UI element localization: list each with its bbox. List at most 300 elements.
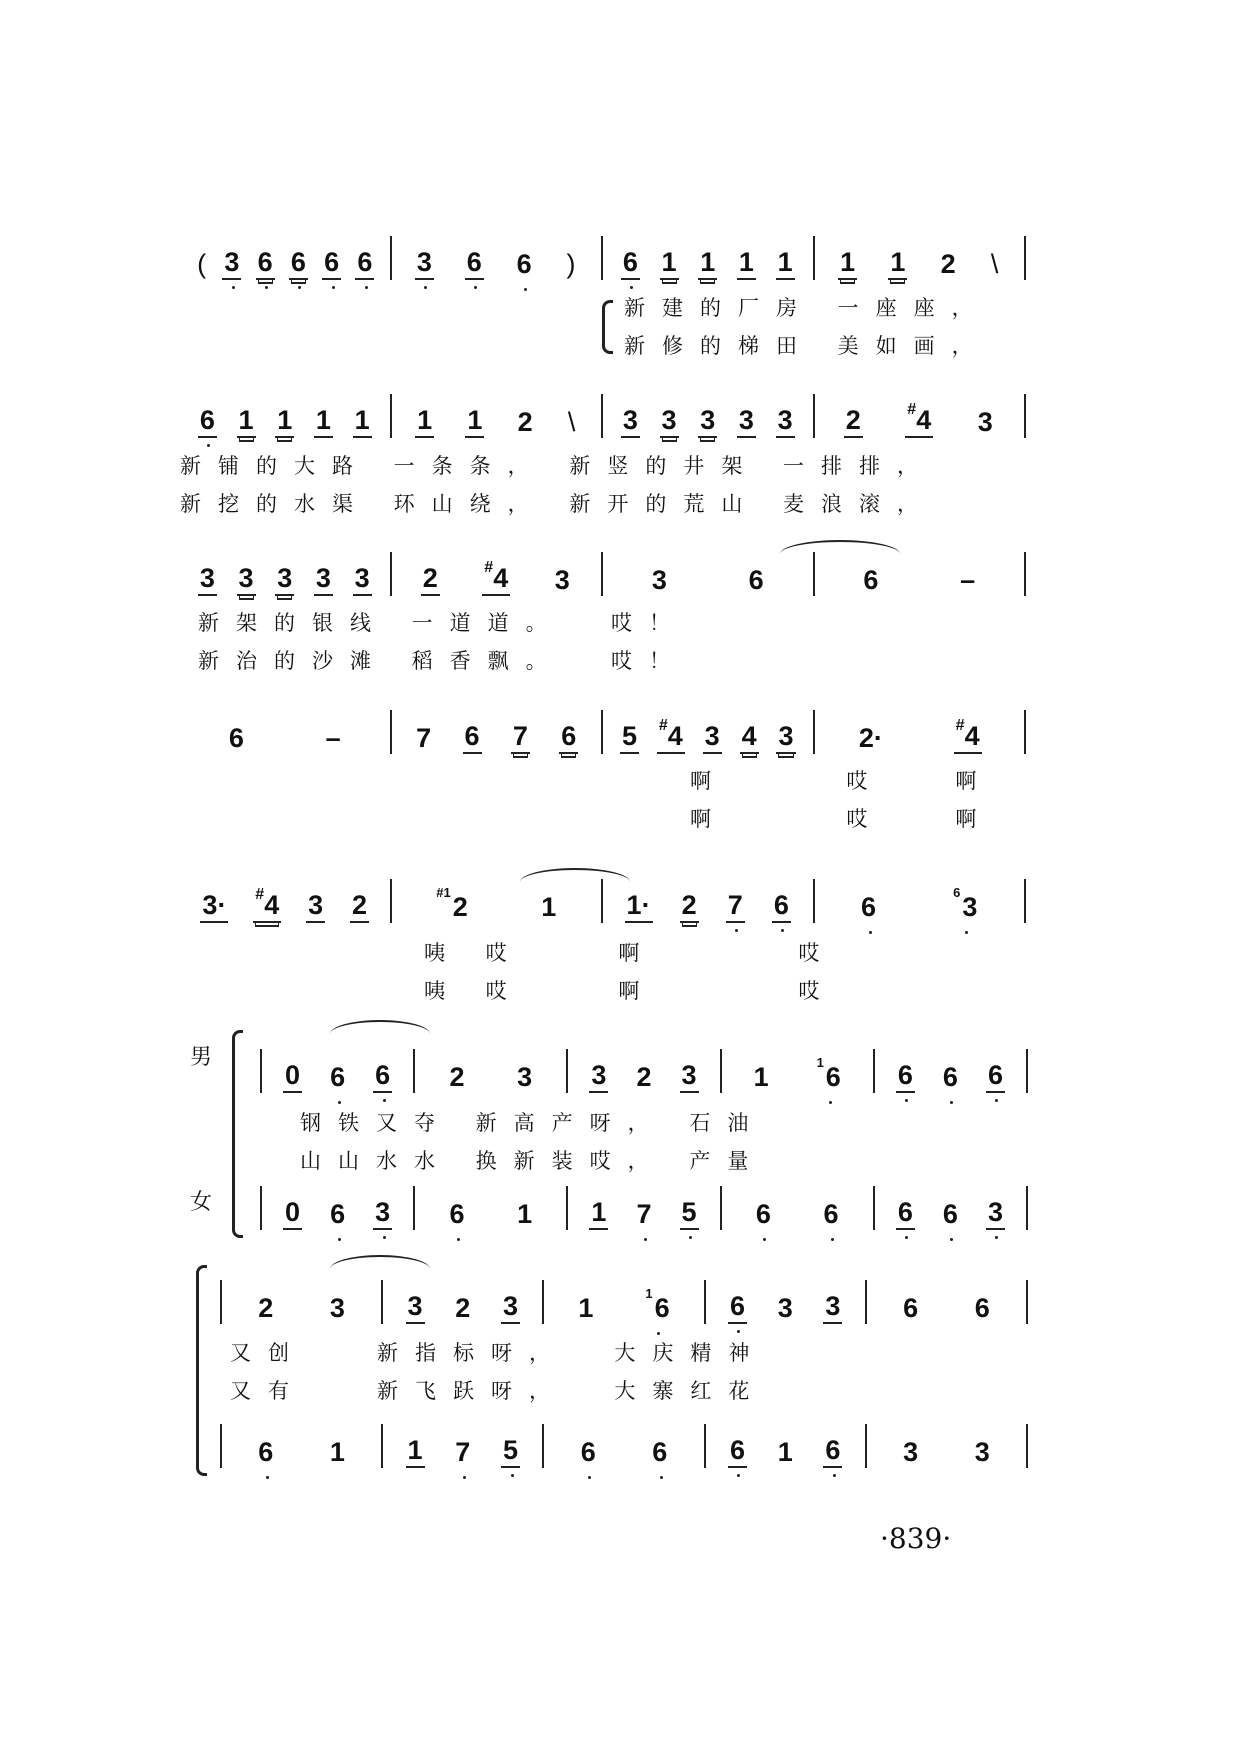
note-digit: 3 (329, 1293, 345, 1323)
note-digit: 6 (897, 1197, 913, 1227)
note-digit: 3 (308, 890, 324, 920)
lyric-line: 新挖的水渠 环山绕， 新开的荒山 麦浪滚， (180, 492, 936, 516)
note-digit: 2· (858, 723, 883, 753)
system-brace (232, 1030, 243, 1238)
measure (262, 1049, 415, 1093)
note-digit: 6 (861, 892, 877, 922)
note-digit: 6 (974, 1293, 990, 1323)
sharp-sign: # (658, 717, 668, 734)
note (434, 885, 470, 923)
lyric-line: 新治的沙滩 稻香飘。 哎！ (198, 649, 688, 673)
system-brace (196, 1265, 207, 1476)
lyric-line: 啊 哎 啊 (690, 769, 994, 793)
note-digit: 6 (773, 890, 789, 920)
lyric-line: 咦 哎 啊 哎 (424, 979, 837, 1003)
grace-note: 6 (953, 885, 961, 900)
note-digit: 6 (942, 1062, 958, 1092)
note (256, 246, 275, 280)
measure (875, 1049, 1028, 1093)
note-digit: – (325, 723, 341, 753)
note (643, 1286, 671, 1324)
lyric-line: 新铺的大路 一条条， 新竖的井架 一排排， (180, 454, 936, 478)
note (237, 404, 256, 438)
sharp-sign: # (484, 559, 494, 576)
note-digit: 2 (455, 1293, 471, 1323)
measure (815, 394, 1027, 438)
note-digit: 1 (591, 1197, 607, 1227)
note (821, 1198, 840, 1230)
note-digit: ( (197, 249, 207, 279)
measure (415, 1186, 568, 1230)
note (861, 564, 880, 596)
note-digit: 6 (897, 1060, 913, 1090)
staff-row (220, 1424, 1028, 1468)
note (350, 889, 369, 923)
note-digit: 3 (199, 563, 215, 593)
measure (180, 236, 392, 280)
note-digit: \ (567, 407, 576, 437)
note (815, 1055, 843, 1093)
note-digit: 2 (517, 407, 533, 437)
note-digit: 6 (449, 1199, 465, 1229)
measure (262, 1186, 415, 1230)
note (553, 564, 572, 596)
note-digit: 6 (729, 1291, 745, 1321)
note-digit: 1 (578, 1293, 594, 1323)
verse-brace (602, 300, 613, 354)
note-digit: 1 (417, 405, 433, 435)
note (516, 406, 535, 438)
note (941, 1061, 960, 1093)
note-digit: 6 (228, 723, 244, 753)
note-digit: 6 (942, 1199, 958, 1229)
note-digit: – (960, 565, 976, 595)
note-digit: 3 (777, 405, 793, 435)
note (275, 404, 294, 438)
note-digit: \ (990, 249, 999, 279)
note (253, 886, 281, 923)
note-digit: 1 (407, 1435, 423, 1465)
note-digit: 1 (277, 405, 293, 435)
note-digit: 6 (290, 247, 306, 277)
note-digit: 1 (238, 405, 254, 435)
note (660, 246, 679, 280)
note (754, 1198, 773, 1230)
note (355, 246, 374, 280)
note-digit: 0 (285, 1197, 301, 1227)
note (465, 404, 484, 438)
note (896, 1059, 915, 1093)
note (453, 1292, 472, 1324)
measure (603, 710, 815, 754)
note-digit: 4 (964, 721, 980, 751)
measure (815, 879, 1027, 923)
measure (222, 1424, 383, 1468)
note (447, 1061, 466, 1093)
note-digit: 3 (977, 407, 993, 437)
note (973, 1292, 992, 1324)
measure (706, 1424, 867, 1468)
note-digit: 6 (987, 1060, 1003, 1090)
note (579, 1436, 598, 1468)
note-digit: 6 (580, 1437, 596, 1467)
note-digit: 6 (199, 405, 215, 435)
note (415, 404, 434, 438)
note (621, 404, 640, 438)
note-digit: 3 (622, 405, 638, 435)
note (515, 1198, 534, 1230)
note-digit: 2 (422, 563, 438, 593)
note-digit: 3 (704, 721, 720, 751)
note (901, 1436, 920, 1468)
page-number: ·839· (880, 1522, 952, 1555)
measure (383, 1424, 544, 1468)
note-digit: 3 (962, 892, 978, 922)
note (680, 889, 699, 923)
measure (392, 552, 604, 596)
voice-label-male: 男 (190, 1045, 213, 1070)
note-digit: 7 (636, 1199, 652, 1229)
lyric-line: 又有 新飞跃呀， 大寨红花 (230, 1379, 767, 1403)
lyric-line: 新架的银线 一道道。 哎！ (198, 611, 688, 635)
note (465, 246, 484, 280)
note-digit: 6 (464, 721, 480, 751)
note (559, 720, 578, 754)
note (703, 720, 722, 754)
note (740, 720, 759, 754)
sharp-sign: # (955, 717, 965, 734)
lyric-line: 啊 哎 啊 (690, 807, 994, 831)
note (453, 1436, 472, 1468)
note-digit: 3 (778, 721, 794, 751)
note-digit: 3 (354, 563, 370, 593)
note-digit: 2 (449, 1062, 465, 1092)
note (576, 1292, 595, 1324)
measure (706, 1280, 867, 1324)
note-digit: 3 (651, 565, 667, 595)
note-digit: 3 (777, 1293, 793, 1323)
note-digit: 2 (351, 890, 368, 920)
note (737, 404, 756, 438)
note (589, 1059, 608, 1093)
note (198, 404, 217, 438)
note (328, 1292, 347, 1324)
note (941, 1198, 960, 1230)
note (859, 891, 878, 923)
tie (330, 1255, 430, 1283)
note-digit: 1 (753, 1062, 769, 1092)
note (896, 1196, 915, 1230)
note (511, 720, 530, 754)
note-digit: 1 (467, 405, 483, 435)
lyric-line: 咦 哎 啊 哎 (424, 941, 837, 965)
note-digit: 3 (661, 405, 677, 435)
note-digit: 6 (516, 249, 532, 279)
note-digit: 6 (863, 565, 879, 595)
note (680, 1196, 699, 1230)
measure (867, 1424, 1028, 1468)
note (776, 720, 795, 754)
note (776, 404, 795, 438)
note-digit: 4 (667, 721, 683, 751)
note-digit: 4 (264, 890, 280, 920)
note (414, 722, 433, 754)
note (256, 1436, 275, 1468)
note (823, 1290, 842, 1324)
note (314, 404, 333, 438)
note-digit: 3 (903, 1437, 919, 1467)
note-digit: ) (566, 249, 576, 279)
note-digit: 6 (825, 1062, 841, 1092)
note-digit: 1 (890, 247, 906, 277)
lyric-line: 山山水水 换新装哎， 产量 (300, 1149, 766, 1173)
note (698, 246, 717, 280)
note-digit: 1 (738, 247, 754, 277)
note (954, 717, 982, 754)
measure (603, 879, 815, 923)
note-digit: 7 (727, 890, 743, 920)
note (958, 564, 977, 596)
tie (520, 868, 630, 896)
note-digit: 3 (375, 1197, 391, 1227)
note (373, 1059, 392, 1093)
note-digit: 3 (277, 563, 293, 593)
note (857, 722, 885, 754)
staff-row (180, 394, 1026, 438)
measure (180, 552, 392, 596)
note (776, 246, 795, 280)
bracket-symbol (195, 248, 208, 280)
measure (815, 710, 1027, 754)
note (198, 562, 217, 596)
note-digit: 1· (626, 890, 651, 920)
note (660, 404, 679, 438)
note (752, 1061, 771, 1093)
note (353, 404, 372, 438)
measure (544, 1424, 705, 1468)
note (415, 246, 434, 280)
note (406, 1434, 425, 1468)
note (515, 248, 534, 280)
note (888, 246, 907, 280)
measure (180, 879, 392, 923)
note-digit: 3 (825, 1291, 841, 1321)
measure (815, 236, 1027, 280)
note (728, 1290, 747, 1324)
note (728, 1434, 747, 1468)
note (306, 889, 325, 923)
bracket-symbol (565, 248, 578, 280)
note-digit: 3 (738, 405, 754, 435)
note (353, 562, 372, 596)
note-digit: 6 (258, 1437, 274, 1467)
note (322, 246, 341, 280)
note (501, 1434, 520, 1468)
note (227, 722, 246, 754)
note (976, 406, 995, 438)
note-digit: 3 (974, 1437, 990, 1467)
note-digit: 6 (257, 247, 273, 277)
note (737, 246, 756, 280)
lyric-line: 新修的梯田 美如画， (624, 334, 990, 358)
note-digit: 2 (940, 249, 956, 279)
note-digit: 5 (621, 721, 637, 751)
measure (568, 1049, 721, 1093)
sharp-sign: # (907, 401, 917, 418)
note-digit: 3 (554, 565, 570, 595)
note (406, 1290, 425, 1324)
note (951, 885, 979, 923)
grace-note: 1 (645, 1286, 653, 1301)
note (421, 562, 440, 596)
note (634, 1198, 653, 1230)
note-digit: 1 (840, 247, 856, 277)
tie (330, 1020, 430, 1048)
measure (544, 1280, 705, 1324)
note-digit: 2 (452, 892, 468, 922)
note (680, 1059, 699, 1093)
note-digit: 6 (357, 247, 373, 277)
note (901, 1292, 920, 1324)
measure (392, 236, 604, 280)
note (256, 1292, 275, 1324)
note-digit: 2 (636, 1062, 652, 1092)
note (463, 720, 482, 754)
note (838, 246, 857, 280)
note (905, 401, 933, 438)
note (620, 720, 639, 754)
note (328, 1061, 347, 1093)
note (973, 1436, 992, 1468)
note (986, 1196, 1005, 1230)
note (589, 1196, 608, 1230)
grace-note: 1 (816, 1055, 824, 1070)
note (328, 1436, 347, 1468)
measure (603, 236, 815, 280)
note (726, 889, 745, 923)
note (515, 1061, 534, 1093)
lyric-line: 钢铁又夺 新高产呀， 石油 (300, 1111, 766, 1135)
note-digit: 6 (652, 1437, 668, 1467)
measure (180, 394, 392, 438)
note (324, 722, 343, 754)
note-digit: 1 (777, 247, 793, 277)
measure (722, 1049, 875, 1093)
note (283, 1196, 302, 1230)
note (314, 562, 333, 596)
note (939, 248, 958, 280)
note (650, 1436, 669, 1468)
note (776, 1436, 795, 1468)
note-digit: 2 (845, 405, 861, 435)
measure (568, 1186, 721, 1230)
note-digit: 4 (741, 721, 757, 751)
note (222, 246, 241, 280)
note-digit: 2 (681, 890, 697, 920)
note-digit: 3 (238, 563, 254, 593)
note-digit: 3 (416, 247, 432, 277)
note-digit: 7 (455, 1437, 471, 1467)
note-digit: 1 (517, 1199, 533, 1229)
note-digit: 6 (654, 1293, 670, 1323)
sharp-sign: # (255, 886, 265, 903)
grace-note: #1 (436, 885, 451, 900)
note (328, 1198, 347, 1230)
note (650, 564, 669, 596)
lyric-line: 又创 新指标呀， 大庆精神 (230, 1341, 767, 1365)
note-digit: 5 (681, 1197, 697, 1227)
staff-row (180, 236, 1026, 280)
note-digit: 1 (700, 247, 716, 277)
note (289, 246, 308, 280)
measure (867, 1280, 1028, 1324)
note-digit: 3 (987, 1197, 1003, 1227)
note-digit: 3· (202, 890, 227, 920)
note-digit: 1 (661, 247, 677, 277)
note-digit: 4 (916, 405, 932, 435)
note-digit: 3 (591, 1060, 607, 1090)
note-digit: 6 (466, 247, 482, 277)
note (482, 559, 510, 596)
measure (722, 1186, 875, 1230)
note-digit: 5 (503, 1435, 519, 1465)
note (621, 246, 640, 280)
note-digit: 6 (561, 721, 577, 751)
note (986, 1059, 1005, 1093)
note-digit: 4 (493, 563, 509, 593)
note-digit: 6 (375, 1060, 391, 1090)
note-digit: 3 (407, 1291, 423, 1321)
measure (603, 394, 815, 438)
note (634, 1061, 653, 1093)
note (447, 1198, 466, 1230)
measure (383, 1280, 544, 1324)
note (373, 1196, 392, 1230)
note (275, 562, 294, 596)
note (844, 404, 863, 438)
measure (415, 1049, 568, 1093)
note (747, 564, 766, 596)
note-digit: 1 (777, 1437, 793, 1467)
note-digit: 6 (823, 1199, 839, 1229)
note-digit: 7 (512, 721, 528, 751)
note-digit: 6 (755, 1199, 771, 1229)
note-digit: 3 (517, 1062, 533, 1092)
note-digit: 6 (324, 247, 340, 277)
note (772, 889, 791, 923)
measure (392, 710, 604, 754)
note-digit: 3 (681, 1060, 697, 1090)
measure (222, 1280, 383, 1324)
note-digit: 0 (285, 1060, 301, 1090)
bracket-symbol (989, 248, 1001, 280)
note-digit: 6 (903, 1293, 919, 1323)
note (283, 1059, 302, 1093)
note (776, 1292, 795, 1324)
note (501, 1290, 520, 1324)
note (200, 889, 228, 923)
note (698, 404, 717, 438)
bracket-symbol (566, 406, 578, 438)
note-digit: 6 (748, 565, 764, 595)
note-digit: 2 (258, 1293, 274, 1323)
note-digit: 1 (541, 892, 557, 922)
note-digit: 6 (622, 247, 638, 277)
measure (180, 710, 392, 754)
note-digit: 7 (416, 723, 432, 753)
note-digit: 3 (503, 1291, 519, 1321)
note-digit: 6 (330, 1199, 346, 1229)
